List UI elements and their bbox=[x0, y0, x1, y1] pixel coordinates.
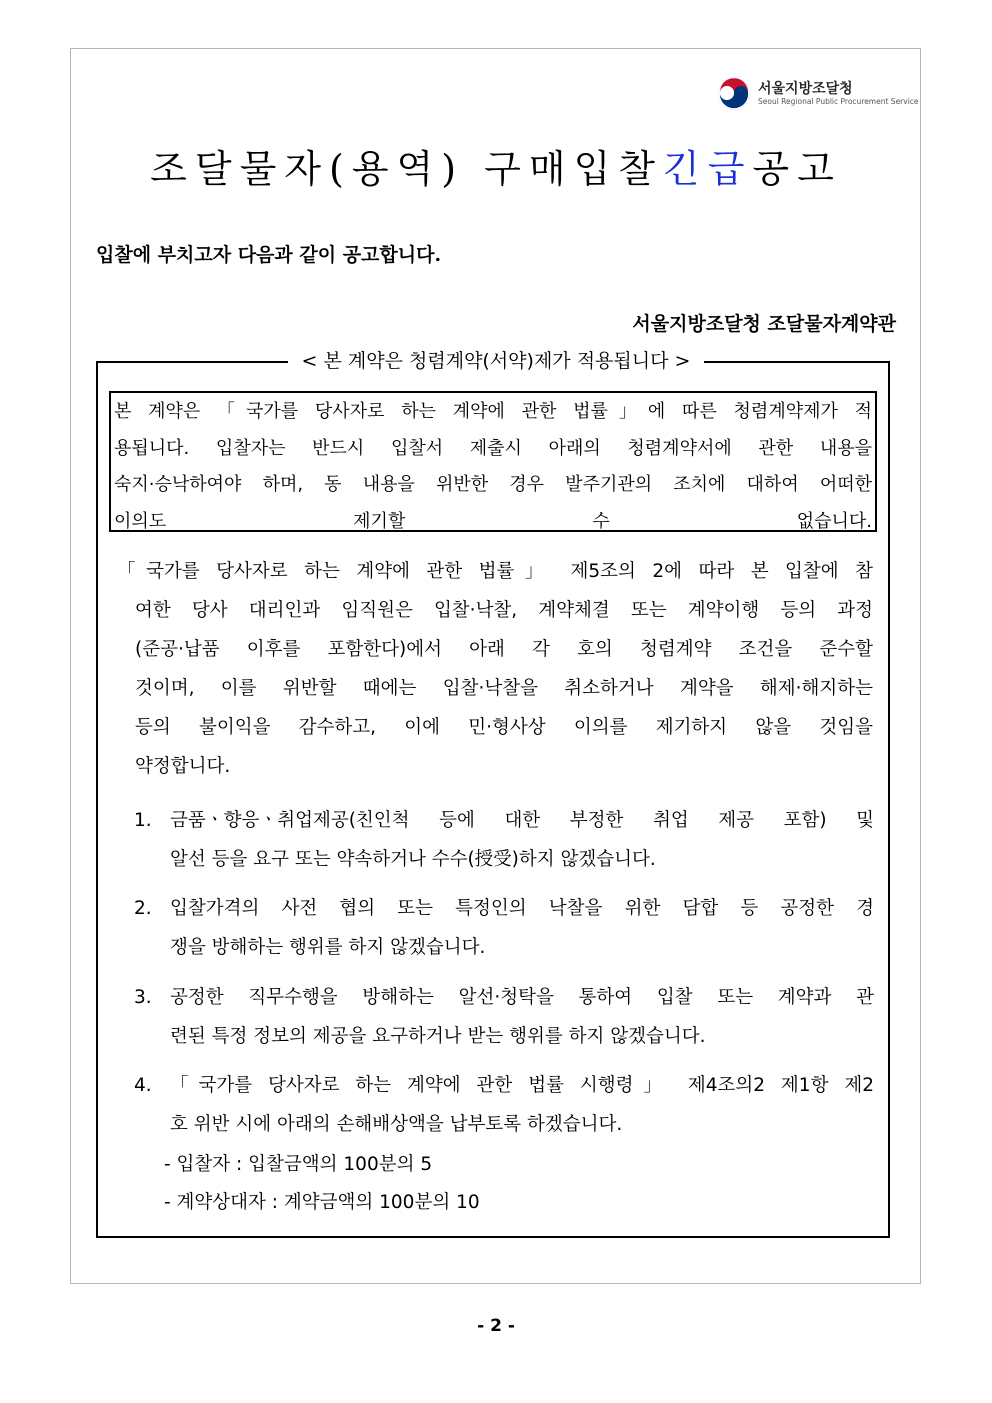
intro-text: 입찰에 부치고자 다음과 같이 공고합니다. bbox=[96, 244, 442, 266]
item-line: 입찰가격의 사전 협의 또는 특정인의 낙찰을 위한 담합 등 공정한 경 bbox=[170, 898, 874, 919]
sub-item: - 계약상대자 : 계약금액의 100분의 10 bbox=[164, 1192, 480, 1213]
logo bbox=[716, 76, 919, 112]
title-urgent: 긴급 bbox=[662, 147, 753, 191]
pledge-paragraph bbox=[117, 552, 873, 786]
logo-name-ko: 서울지방조달청 bbox=[758, 81, 853, 97]
list-item bbox=[134, 890, 874, 967]
pledge-line: 「국가를 당사자로 하는 계약에 관한 법률」 제5조의 2에 따라 본 입찰에 참 bbox=[117, 561, 873, 582]
item-number: 4. bbox=[134, 1075, 152, 1096]
notice-line: 숙지·승낙하여야 하며, 동 내용을 위반한 경우 발주기관의 조치에 대하여 어떠한 bbox=[114, 474, 872, 495]
list-item bbox=[134, 979, 874, 1056]
notice-line: 본 계약은 「국가를 당사자로 하는 계약에 관한 법률」에 따른 청렴계약제가 적 bbox=[114, 401, 872, 422]
notice-line: 용됩니다. 입찰자는 반드시 입찰서 제출시 아래의 청렴계약서에 관한 내용을 bbox=[114, 437, 872, 459]
pledge-line: 약정합니다. bbox=[135, 756, 231, 777]
pledge-line: 등의 불이익을 감수하고, 이에 민·형사상 이의를 제기하지 않을 것임을 bbox=[135, 717, 873, 738]
logo-name-en: Seoul Regional Public Procurement Service bbox=[758, 97, 919, 106]
item-line: 공정한 직무수행을 방해하는 알선·청탁을 통하여 입찰 또는 계약과 관 bbox=[170, 987, 874, 1008]
list-item bbox=[134, 802, 874, 879]
item-line: 련된 특정 정보의 제공을 요구하거나 받는 행위를 하지 않겠습니다. bbox=[170, 1025, 706, 1047]
list-item bbox=[134, 1067, 874, 1144]
item-line: 호 위반 시에 아래의 손해배상액을 납부토록 하겠습니다. bbox=[170, 1113, 623, 1135]
taegeuk-logo-icon bbox=[716, 76, 752, 112]
box-legend-text: < 본 계약은 청렴계약(서약)제가 적용됩니다 > bbox=[288, 350, 705, 372]
item-line: 「국가를 당사자로 하는 계약에 관한 법률 시행령」 제4조의2 제1항 제2 bbox=[170, 1075, 874, 1096]
item-number: 1. bbox=[134, 810, 152, 831]
item-line: 알선 등을 요구 또는 약속하거나 수수(授受)하지 않겠습니다. bbox=[170, 848, 656, 870]
pledge-line: (준공·납품 이후를 포함한다)에서 아래 각 호의 청렴계약 조건을 준수할 bbox=[135, 639, 873, 660]
notice-box bbox=[109, 391, 877, 532]
box-legend bbox=[0, 346, 992, 373]
item-line: 금품ㆍ향응ㆍ취업제공(친인척 등에 대한 부정한 취업 제공 포함) 및 bbox=[170, 810, 874, 831]
item-number: 3. bbox=[134, 987, 152, 1008]
item-number: 2. bbox=[134, 898, 152, 919]
item-line: 쟁을 방해하는 행위를 하지 않겠습니다. bbox=[170, 936, 486, 958]
pledge-line: 여한 당사 대리인과 임직원은 입찰·낙찰, 계약체결 또는 계약이행 등의 과정 bbox=[135, 600, 873, 621]
page-title bbox=[0, 138, 992, 193]
signer: 서울지방조달청 조달물자계약관 bbox=[632, 313, 896, 335]
sub-item: - 입찰자 : 입찰금액의 100분의 5 bbox=[164, 1154, 433, 1175]
page-number: - 2 - bbox=[477, 1316, 515, 1336]
pledge-line: 것이며, 이를 위반할 때에는 입찰·낙찰을 취소하거나 계약을 해제·해지하는 bbox=[135, 678, 873, 699]
title-part1: 조달물자(용역) 구매입찰 bbox=[150, 147, 663, 191]
notice-line: 이의도 제기할 수 없습니다. bbox=[114, 510, 872, 532]
title-part2: 공고 bbox=[752, 147, 842, 191]
